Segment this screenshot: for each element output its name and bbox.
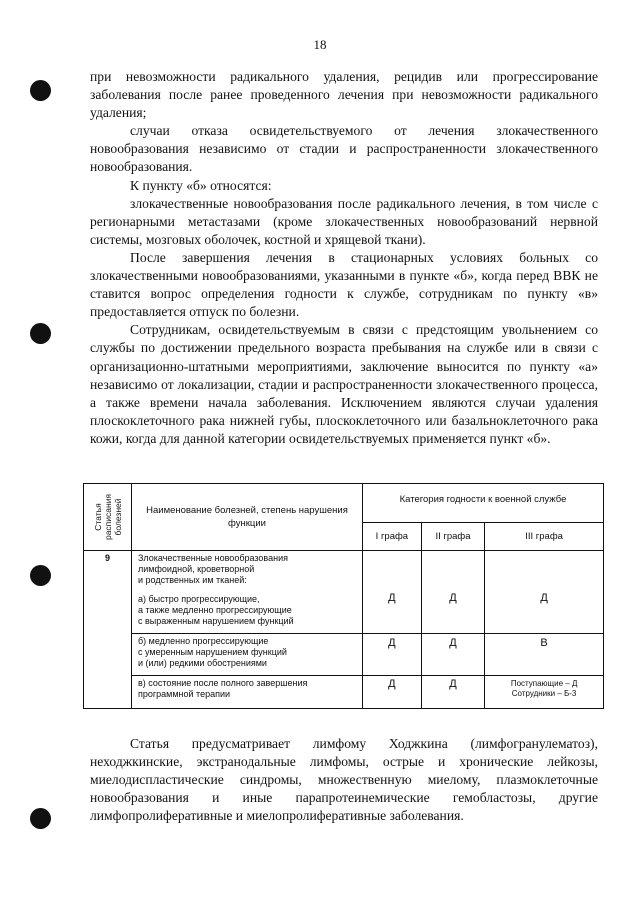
paragraph: при невозможности радикального удаления, рецидив или прогрессирование заболевания после ранее проведенного лечения при невозможности радикального удаления;: [90, 69, 598, 121]
row-b-cat-1: Д: [363, 634, 422, 676]
paragraph: злокачественные новообразования после радикального лечения, в том числе с регионарными метастазами (кроме злокачественных новообразований нервной системы, мозговых оболочек, костной и хрящевой ткани).: [90, 195, 598, 247]
header-category: Категория годности к военной службе: [363, 484, 604, 523]
row-a-line: а) быстро прогрессирующие,: [138, 594, 260, 604]
row-a-intro-line: и родственных им тканей:: [138, 575, 247, 585]
header-col-2: II графа: [421, 523, 484, 551]
header-article: [93, 493, 123, 539]
header-article-cell: [84, 484, 132, 551]
row-a-cat-2: Д: [421, 551, 484, 634]
paragraph: Статья предусматривает лимфому Ходжкина (лимфогранулематоз), неходжкинские, экстранодальные лимфомы, острые и хронические лейкозы, миелодиспластические синдромы, множественную миелому, плазмоклеточные новообразования и иные парапротеинемические гемобластозы, другие лимфопролиферативные и миелопролиферативные заболевания.: [90, 736, 598, 824]
header-disease-name: Наименование болезней, степень нарушения функции: [132, 484, 363, 551]
row-a-cat-1: Д: [363, 551, 422, 634]
page-number: 18: [313, 37, 327, 52]
header-col-3: III графа: [485, 523, 604, 551]
paragraph: К пункту «б» относятся:: [130, 177, 272, 193]
row-a-line: с выраженным нарушением функций: [138, 616, 294, 626]
table-header-row: [84, 484, 604, 523]
row-b-cat-3: В: [485, 634, 604, 676]
row-a-line: а также медленно прогрессирующие: [138, 605, 292, 615]
article-number: 9: [84, 551, 132, 709]
header-col-1: I графа: [363, 523, 422, 551]
row-c-cat-3-line: Сотрудники – Б-3: [511, 688, 577, 698]
row-c-cat-3-line: Поступающие – Д: [510, 679, 578, 688]
punch-hole: [30, 808, 51, 829]
table-row: [84, 634, 604, 676]
body-text-top: [90, 68, 598, 448]
row-c-description: [132, 676, 363, 709]
punch-hole: [30, 323, 51, 344]
row-c-line: в) состояние после полного завершения: [138, 678, 308, 688]
row-a-cat-3: Д: [485, 551, 604, 634]
table-row: [84, 676, 604, 709]
punch-hole: [30, 565, 51, 586]
row-b-cat-2: Д: [421, 634, 484, 676]
row-c-cat-2: Д: [421, 676, 484, 709]
header-article-text: Статья расписания болезней: [92, 493, 123, 540]
row-b-line: с умеренным нарушением функций: [138, 647, 287, 657]
paragraph: случаи отказа освидетельствуемого от лечения злокачественного новообразования независимо от стадии и распространенности злокачественного новообразования.: [90, 123, 598, 175]
row-a-intro-line: лимфоидной, кроветворной: [138, 564, 255, 574]
row-b-line: и (или) редкими обострениями: [138, 658, 267, 668]
paragraph: После завершения лечения в стационарных условиях больных со злокачественными новообразованиями, указанными в пункте «б», когда перед ВВК не ставится вопрос определения годности к службе, сотрудникам по пункту «в» предоставляется отпуск по болезни.: [90, 249, 598, 320]
body-text-bottom: [90, 735, 598, 825]
row-c-line: программной терапии: [138, 689, 231, 699]
punch-hole: [30, 80, 51, 101]
row-a-intro-line: Злокачественные новообразования: [138, 553, 288, 563]
row-a-description: [132, 551, 363, 634]
row-b-description: [132, 634, 363, 676]
row-b-line: б) медленно прогрессирующие: [138, 636, 269, 646]
row-c-cat-3: [485, 676, 604, 709]
table-row: [84, 551, 604, 634]
row-c-cat-1: Д: [363, 676, 422, 709]
disease-schedule-table: [83, 483, 604, 709]
paragraph: Сотрудникам, освидетельствуемым в связи с предстоящим увольнением со службы по достижении предельного возраста пребывания на службе или в связи с организационно-штатными мероприятиями, заключение выносится по пункту «а» независимо от локализации, стадии и распространенности злокачественного процесса, а также времени начала заболевания. Исключением являются случаи удаления плоскоклеточного рака нижней губы, плоскоклеточного или базальноклеточного рака кожи, когда для данной категории освидетельствуемых применяется пункт «б».: [90, 322, 598, 446]
